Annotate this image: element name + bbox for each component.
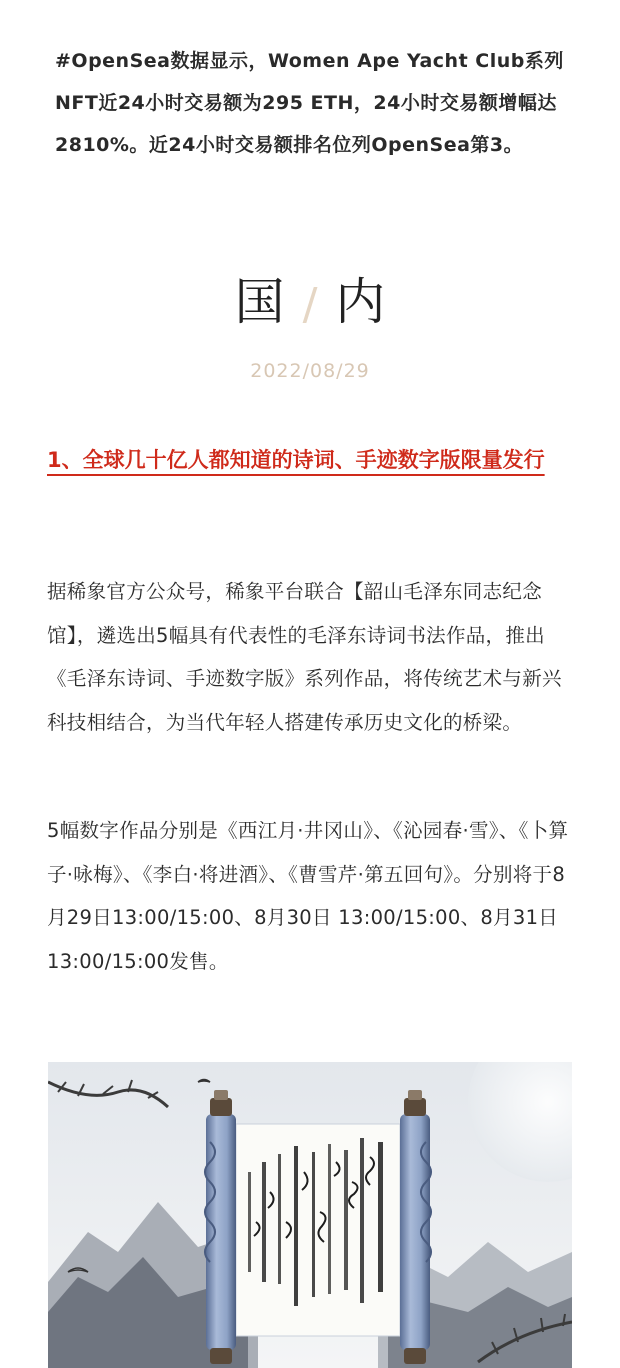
section-separator: / bbox=[302, 279, 318, 330]
section-heading bbox=[0, 262, 620, 345]
section-title-right: 内 bbox=[335, 273, 386, 331]
section-title-left: 国 bbox=[234, 273, 285, 331]
intro-paragraph: #OpenSea数据显示，Women Ape Yacht Club系列NFT近24小时交易额为295 ETH，24小时交易额增幅达2810%。近24小时交易额排名位列OpenSea第3。 bbox=[55, 50, 564, 156]
article-paragraph-2: 5幅数字作品分别是《西江月·井冈山》、《沁园春·雪》、《卜算子·咏梅》、《李白·将进酒》、《曹雪芹·第五回句》。分别将于8月29日13:00/15:00、8月30日 13:00/15:00、8月31日 13:00/15:00发售。 bbox=[47, 819, 569, 973]
section-date: 2022/08/29 bbox=[250, 360, 370, 382]
scroll-calligraphy-image bbox=[48, 1062, 572, 1368]
article-title-link[interactable]: 1、全球几十亿人都知道的诗词、手迹数字版限量发行 bbox=[47, 448, 545, 472]
article-paragraph-1: 据稀象官方公众号，稀象平台联合【韶山毛泽东同志纪念馆】，遴选出5幅具有代表性的毛泽东诗词书法作品，推出《毛泽东诗词、手迹数字版》系列作品，将传统艺术与新兴科技相结合，为当代年轻人搭建传承历史文化的桥梁。 bbox=[47, 580, 562, 734]
